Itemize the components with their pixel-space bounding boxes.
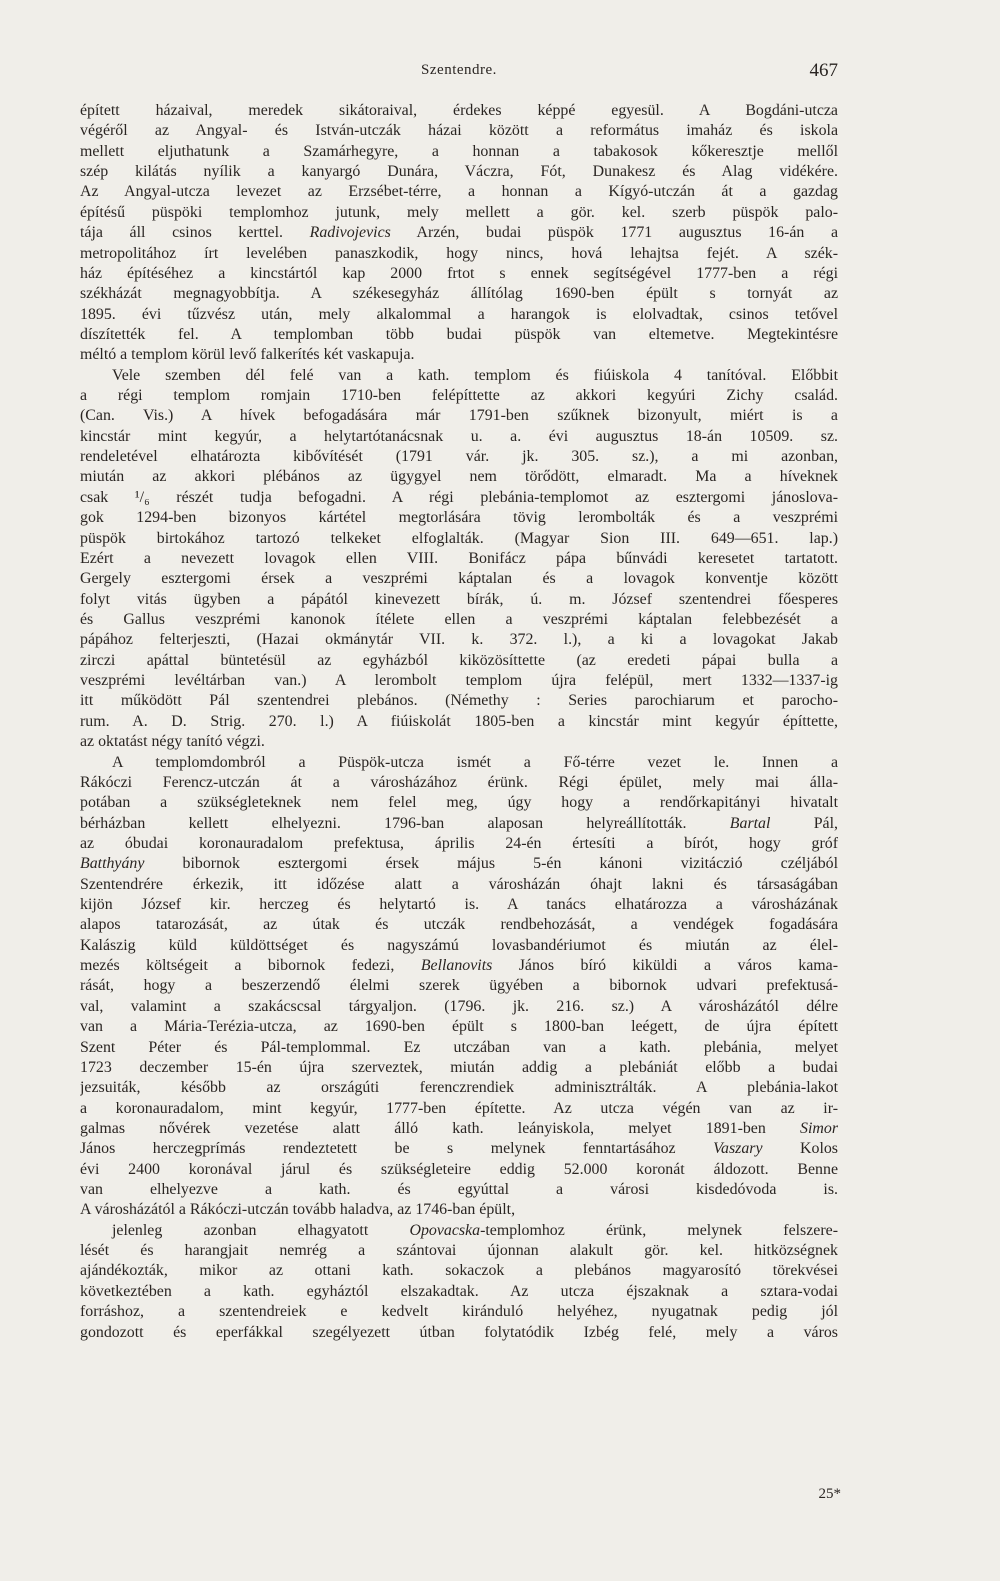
text-line: A templomdombról a Püspök-utcza ismét a Fő-térre vezet le. Innen a	[112, 753, 838, 771]
text-line: püspök birtokához tartozó telkeket elfoglalták. (Magyar Sion III. 649—651. lap.)	[80, 529, 838, 547]
text-line: A városházától a Rákóczi-utczán tovább haladva, az 1746-ban épült,	[80, 1201, 516, 1219]
text-line: szép kilátás nyílik a kanyargó Dunára, Váczra, Fót, Dunakesz és Alag vidékére.	[80, 163, 838, 181]
text-line: Gergely esztergomi érsek a veszprémi káptalan és a lovagok konventje között	[80, 570, 838, 588]
text-line: következtében a kath. egyháztól elszakadtak. Az utcza éjszaknak a sztara-vodai	[80, 1282, 838, 1300]
italic-name: Bartal	[729, 814, 771, 832]
text-line: alapos tatarozását, az útak és utczák rendbehozását, a vendégek fogadására	[80, 916, 838, 934]
text-line: Szent Péter és Pál-templommal. Ez utczában van a kath. plebánia, melyet	[80, 1038, 838, 1056]
page-number: 467	[809, 60, 838, 81]
text-line: rását, hogy a beszerzendő élelmi szerek ügyében a bibornok udvari prefektusá-	[80, 977, 838, 995]
text-line: lését és harangjait nemrég a szántovai újonnan alakult gör. kel. hitközségnek	[80, 1242, 838, 1260]
text-line: János herczegprímás rendeztetett be s melynek fenntartásához Vaszary Kolos	[80, 1140, 838, 1158]
running-head	[80, 60, 838, 86]
text-line: forráshoz, a szentendreiek e kedvelt kiránduló helyéhez, nyugatnak pedig jól	[80, 1303, 838, 1321]
text-line: kijön József kir. herczeg és helytartó is. A tanács elhatározza a városházának	[80, 896, 838, 914]
text-line: Szentendrére érkezik, itt időzése alatt a városházán óhajt lakni és társaságában	[80, 875, 838, 893]
text-line: jelenleg azonban elhagyatott Opovacska-templomhoz érünk, melynek felszere-	[112, 1221, 838, 1239]
text-line: évi 2400 koronával járul és szükségleteire eddig 52.000 koronát áldozott. Benne	[80, 1160, 838, 1178]
text-line: végéről az Angyal- és István-utczák házai között a református imaház és iskola	[80, 122, 838, 140]
text-line: a koronauradalom, mint kegyúr, 1777-ben építette. Az utcza végén van az ir-	[80, 1099, 838, 1117]
text-line: tája áll csinos kerttel. Radivojevics Arzén, budai püspök 1771 augusztus 16-án a	[80, 224, 838, 242]
text-line: rum. A. D. Strig. 270. l.) A fiúiskolát 1805-ben a kincstár mint kegyúr építtette,	[80, 712, 838, 730]
italic-name: Bellanovits	[420, 957, 493, 975]
text-line: a régi templom romjain 1710-ben felépíttette az akkori kegyúri Zichy család.	[80, 387, 838, 405]
text-line: díszítették fel. A templomban több budai püspök van eltemetve. Megtekintésre	[80, 325, 838, 343]
text-line: miután az akkori plébános az ügygyel nem törődött, elmaradt. Ma a híveknek	[80, 468, 838, 486]
text-line: (Can. Vis.) A hívek befogadására már 1791-ben szűknek bizonyult, miért is a	[80, 407, 838, 425]
text-line: székházát megnagyobbítja. A székesegyház állítólag 1690-ben épült s tornyát az	[80, 285, 838, 303]
italic-name: Batthyány	[80, 855, 145, 873]
text-line: veszprémi levéltárban van.) A lerombolt templom újra felépül, mert 1332—1337-ig	[80, 672, 838, 690]
text-line: kincstár mint kegyúr, a helytartótanácsnak u. a. évi augusztus 18-án 10509. sz.	[80, 427, 838, 445]
text-line: épített házaival, meredek sikátoraival, érdekes képpé egyesül. A Bogdáni-utcza	[80, 102, 838, 119]
italic-name: Radivojevics	[309, 224, 391, 242]
text-line: bérházban kellett elhelyezni. 1796-ban alaposan helyreállították. Bartal Pál,	[80, 814, 838, 832]
text-line: gok 1294-ben bizonyos kártétel megtorlására tövig lerombolták és a veszprémi	[80, 509, 838, 527]
text-line	[80, 1343, 838, 1363]
body-text	[80, 101, 838, 1363]
text-line: mezés költségeit a bibornok fedezi, Bellanovits János bíró kiküldi a város kama-	[80, 957, 838, 975]
text-line: metropolitához írt levelében panaszkodik, hogy nincs, hová lehajtsa fejét. A szék-	[80, 244, 838, 262]
text-line: zirczi apáttal büntetésül az egyházból kiközösíttette (az eredeti pápai bulla a	[80, 651, 838, 669]
text-line: az oktatást négy tanító végzi.	[80, 733, 265, 751]
italic-name: Opovacska	[409, 1221, 481, 1239]
text-line: 1895. évi tűzvész után, mely alkalommal a harangok is elolvadtak, csinos tetővel	[80, 305, 838, 323]
text-line: mellett eljuthatunk a Szamárhegyre, a honnan a tabakosok kőkeresztje mellől	[80, 142, 838, 160]
text-line: itt működött Pál szentendrei plebános. (Némethy : Series parochiarum et parocho-	[80, 692, 838, 710]
text-line: Rákóczi Ferencz-utczán át a városházához érünk. Régi épület, mely mai álla-	[80, 773, 838, 791]
text-line: jezsuiták, később az országúti ferenczrendiek adminisztrálták. A plebánia-lakot	[80, 1079, 838, 1097]
text-line: gondozott és eperfákkal szegélyezett útban folytatódik Izbég felé, mely a város	[80, 1323, 838, 1341]
text-line: potában a szükségleteknek nem felel meg, úgy hogy a rendőrkapitányi hivatalt	[80, 794, 838, 812]
text-line: méltó a templom körül levő falkerítés két vaskapuja.	[80, 346, 415, 364]
text-line: 1723 deczember 15-én újra szerveztek, miután addig a plebániát előbb a budai	[80, 1058, 838, 1076]
text-line: folyt vitás ügyben a pápától kinevezett bírák, ú. m. József szentendrei főesperes	[80, 590, 838, 608]
text-line: Kalászig küld küldöttséget és nagyszámú lovasbandériumot és miután az élel-	[80, 936, 838, 954]
signature-mark: 25*	[818, 1486, 841, 1502]
text-line: val, valamint a szakácscsal tárgyaljon. (1796. jk. 216. sz.) A városházától délre	[80, 997, 838, 1015]
text-line: csak ¹/₆ részét tudja befogadni. A régi plebánia-templomot az esztergomi jánoslova-	[80, 488, 838, 506]
italic-name: Vaszary	[713, 1140, 763, 1158]
text-line: Ezért a nevezett lovagok ellen VIII. Bonifácz pápa bűnvádi keresetet tartatott.	[80, 549, 838, 567]
text-line: van elhelyezve a kath. és egyúttal a városi kisdedóvoda is.	[80, 1181, 838, 1199]
text-line: Vele szemben dél felé van a kath. templom és fiúiskola 4 tanítóval. Előbbit	[112, 366, 838, 384]
text-line: az óbudai koronauradalom prefektusa, április 24-én értesíti a bírót, hogy gróf	[80, 834, 838, 852]
running-title: Szentendre.	[421, 62, 497, 78]
text-line: galmas nővérek vezetése alatt álló kath. leányiskola, melyet 1891-ben Simor	[80, 1119, 838, 1137]
text-line: ház építéséhez a kincstártól kap 2000 frtot s ennek segítségével 1777-ben a régi	[80, 264, 838, 282]
text-line: pápához felterjeszti, (Hazai okmánytár VII. k. 372. l.), a ki a lovagokat Jakab	[80, 631, 838, 649]
text-line: ajándékozták, mikor az ottani kath. sokaczok a plebános magyarosító törekvései	[80, 1262, 838, 1280]
text-line: és Gallus veszprémi kanonok ítélete ellen a veszprémi káptalan felebbezését a	[80, 610, 838, 628]
text-line: van a Mária-Terézia-utcza, az 1690-ben épült s 1800-ban leégett, de újra épített	[80, 1018, 838, 1036]
text-line: építésű püspöki templomhoz jutunk, mely mellett a gör. kel. szerb püspök palo-	[80, 203, 838, 221]
italic-name: Simor	[800, 1119, 838, 1137]
text-line: Batthyány bibornok esztergomi érsek május 5-én kánoni vizitáczió czéljából	[80, 855, 838, 873]
text-line: Az Angyal-utcza levezet az Erzsébet-térre, a honnan a Kígyó-utczán át a gazdag	[80, 183, 838, 201]
text-line: rendeletével elhatározta kibővítését (1791 vár. jk. 305. sz.), a mi azonban,	[80, 448, 838, 466]
